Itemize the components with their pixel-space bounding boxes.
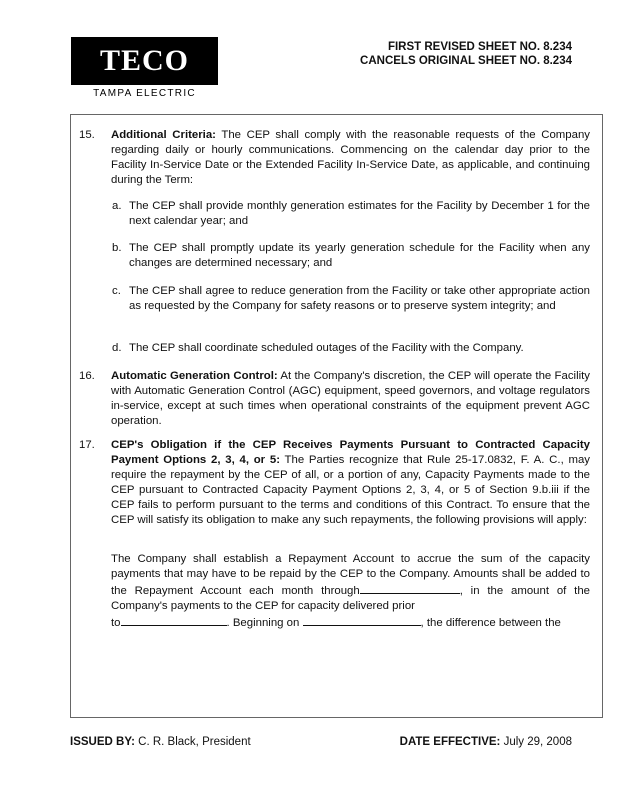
section-text [111,438,590,528]
subitem-letter: a. [112,200,122,212]
section-heading: Automatic Generation Control: [111,370,278,382]
issued-label: ISSUED BY: [70,736,135,748]
blank-line [360,582,460,594]
repayment-text-e: , the difference between the [420,617,561,629]
issued-value: C. R. Black, President [138,736,251,748]
section-body: At the Company's discretion, the CEP will operate the Facility with Automatic Generation Control (AGC) equipment, speed governors, and voltage regulators in-service, except at such times when operational constraints of the equipment prevent AGC operation. [111,370,590,427]
section-body: The Parties recognize that Rule 25-17.0832, F. A. C., may require the repayment by the CEP of all, or a portion of any, Capacity Payments made to the CEP pursuant to Contracted Capacity Payment Options 2, 3, 4, or 5 of Section 9.b.iii if the CEP fails to perform pursuant to the terms and conditions of this Contract. To ensure that the CEP will satisfy its obligation to make any such repayments, the following provisions will apply: [111,454,591,526]
subitem-text: The CEP shall provide monthly generation estimates for the Facility by December 1 for the next calendar year; and [129,200,590,227]
effective-value: July 29, 2008 [503,736,572,748]
repayment-text-d: . Beginning on [226,617,300,629]
repayment-text [111,552,590,631]
subitem-letter: b. [112,242,122,254]
section-number: 16. [79,370,95,382]
section-text [111,369,590,429]
blank-line [121,614,227,626]
logo-text: TECO [99,44,190,77]
section-number: 15. [79,129,95,141]
subitem-text: The CEP shall coordinate scheduled outages of the Facility with the Company. [129,342,524,354]
repayment-text-c: to [111,617,121,629]
section-heading: CEP's Obligation if the CEP Receives Payments Pursuant to Contracted Capacity Payment Options 2, 3, 4, or 5: [111,439,590,466]
blank-line [303,614,421,626]
document-frame [70,114,603,718]
cancels-sheet: CANCELS ORIGINAL SHEET NO. 8.234 [360,55,572,67]
subitem-letter: c. [112,285,121,297]
section-body: The CEP shall comply with the reasonable requests of the Company regarding daily or hourly communications. Commencing on the calendar day prior to the Facility In-Service Date or the Extended Facility In-Service Date, as applicable, and continuing during the Term: [111,129,590,186]
company-logo [71,37,218,85]
subitem-text: The CEP shall promptly update its yearly generation schedule for the Facility when any changes are determined necessary; and [129,242,590,269]
date-effective [400,736,572,748]
section-text [111,128,590,188]
sheet-number: FIRST REVISED SHEET NO. 8.234 [387,41,572,53]
repayment-text-a: The Company shall establish a Repayment Account to accrue the sum of the capacity payments that may have to be repaid by the CEP to the Company. Amounts shall be added to the Repayment Account each month through [111,553,590,597]
repayment-text-b: , in the amount of the Company's payments to the CEP for capacity delivered prior [111,585,590,612]
issued-by [70,736,251,748]
section-heading: Additional Criteria: [111,129,216,141]
sheet-info [360,40,572,68]
effective-label: DATE EFFECTIVE: [399,736,501,748]
section-number: 17. [79,439,95,451]
logo-subtext: TAMPA ELECTRIC [93,88,196,99]
subitem-text: The CEP shall agree to reduce generation from the Facility or take other appropriate action as requested by the Company for safety reasons or to preserve system integrity; and [129,285,590,312]
subitem-letter: d. [112,342,122,354]
